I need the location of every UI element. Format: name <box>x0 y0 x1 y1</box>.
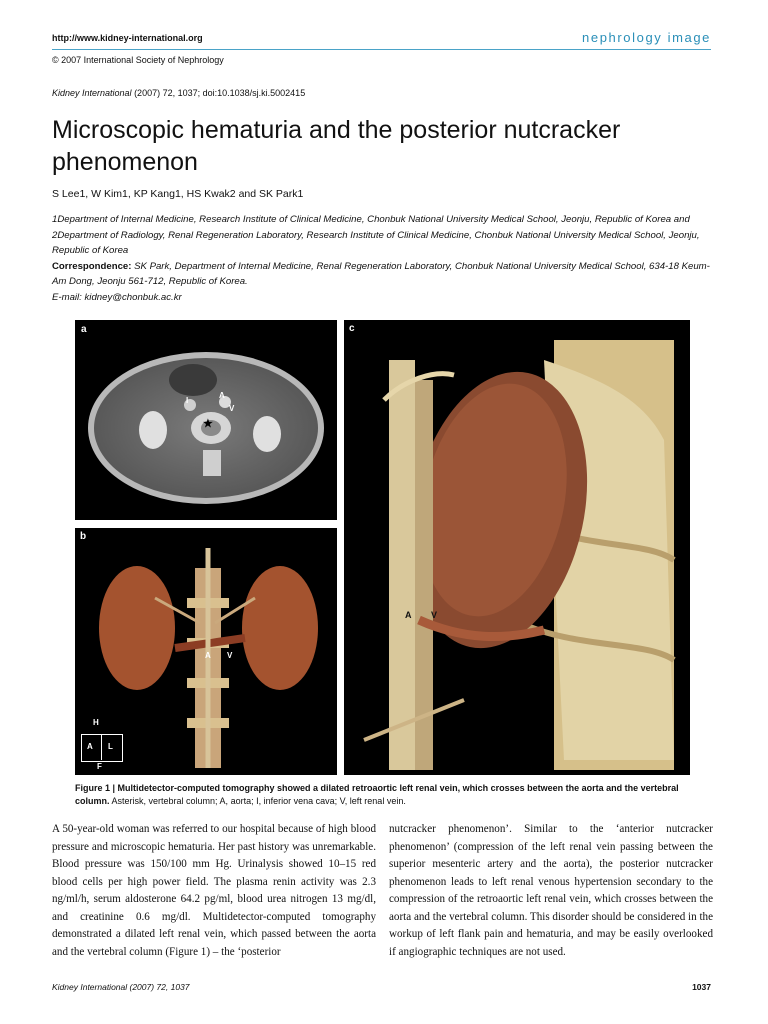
page-number: 1037 <box>692 982 711 992</box>
orientation-marker <box>79 718 129 770</box>
figure-panel-b <box>75 528 337 775</box>
label-renal-vein-c: V <box>431 610 438 620</box>
correspondence-text: SK Park, Department of Internal Medicine, Renal Regeneration Laboratory, Chonbuk National University Medical School, 634-18 Keum-Am Dong, Jeonju 561-712, Republic of Korea. <box>52 260 710 288</box>
article-title: Microscopic hematuria and the posterior nutcracker phenomenon <box>52 116 621 176</box>
orientation-head: H <box>93 718 99 727</box>
correspondence-email[interactable]: E-mail: kidney@chonbuk.ac.kr <box>52 291 182 303</box>
body-column-2: nutcracker phenomenon’. Similar to the ‘anterior nutcracker phenomenon’ (compression of the left renal vein passing between the superior mesenteric artery and the aorta), the posterior nutcracker phenomenon leads to left renal venous hypertension secondary to the compression of the retroaortic left renal vein, which crosses between the aorta and the vertebral column. This disorder should be considered in the workup of left flank pain and hematuria, and may be easily overlooked if angiographic techniques are not used. <box>389 823 713 958</box>
citation-line <box>52 88 305 98</box>
footer-citation: Kidney International (2007) 72, 1037 <box>52 982 190 992</box>
figure-caption <box>75 782 695 807</box>
label-aorta-b: A <box>205 651 211 660</box>
journal-url[interactable]: http://www.kidney-international.org <box>52 33 203 43</box>
header-rule <box>52 49 711 50</box>
orientation-foot: F <box>97 762 102 771</box>
journal-name: Kidney International <box>52 88 132 98</box>
correspondence <box>52 259 714 290</box>
orientation-anterior: A <box>87 742 93 751</box>
label-aorta-c: A <box>405 610 412 620</box>
correspondence-label: Correspondence: <box>52 260 132 272</box>
citation-details: (2007) 72, 1037; doi:10.1038/sj.ki.5002415 <box>131 88 306 98</box>
orientation-divider <box>101 734 102 760</box>
asterisk-vertebra: ★ <box>203 418 213 430</box>
caption-title: Figure 1 | Multidetector-computed tomography showed a dilated retroaortic left renal vein, which crosses between the aorta and the vertebral column. <box>75 783 679 806</box>
section-label: nephrology image <box>582 30 711 45</box>
figure-panel-a <box>75 320 337 520</box>
caption-legend: Asterisk, vertebral column; A, aorta; I, inferior vena cava; V, left renal vein. <box>109 795 406 806</box>
copyright: © 2007 International Society of Nephrology <box>52 55 224 65</box>
label-ivc: I <box>186 396 189 405</box>
label-renal-vein: V <box>229 404 235 413</box>
orientation-left: L <box>108 742 113 751</box>
label-renal-vein-b: V <box>227 651 233 660</box>
oblique-3d-render <box>344 320 690 775</box>
author-list: S Lee1, W Kim1, KP Kang1, HS Kwak2 and SK Park1 <box>52 188 304 200</box>
figure-panel-c <box>344 320 690 775</box>
panel-c-label: c <box>349 323 355 334</box>
label-aorta: A <box>219 391 225 400</box>
body-column-1: A 50-year-old woman was referred to our hospital because of high blood pressure and microscopic hematuria. Her past history was unremarkable. Blood pressure was 150/100 mm Hg. Urinalysis showed 10–15 red blood cells per high power field. The plasma renin activity was 2.3 ng/ml/h, serum aldosterone 64.2 pg/ml, blood urea nitrogen 13 mg/dl, and creatinine 0.6 mg/dl. Multidetector-computed tomography demonstrated a dilated left renal vein, which passed between the aorta and the vertebral column (Figure 1) – the ‘posterior <box>52 823 376 958</box>
panel-a-label: a <box>81 324 87 335</box>
affiliations: 1Department of Internal Medicine, Research Institute of Clinical Medicine, Chonbuk National University Medical School, Jeonju, Republic of Korea and 2Department of Radiology, Renal Regeneration Laboratory, Research Institute of Clinical Medicine, Chonbuk National University Medical School, Jeonju, Republic of Korea <box>52 214 700 257</box>
affiliations-block <box>52 212 714 306</box>
panel-b-label: b <box>80 531 87 542</box>
